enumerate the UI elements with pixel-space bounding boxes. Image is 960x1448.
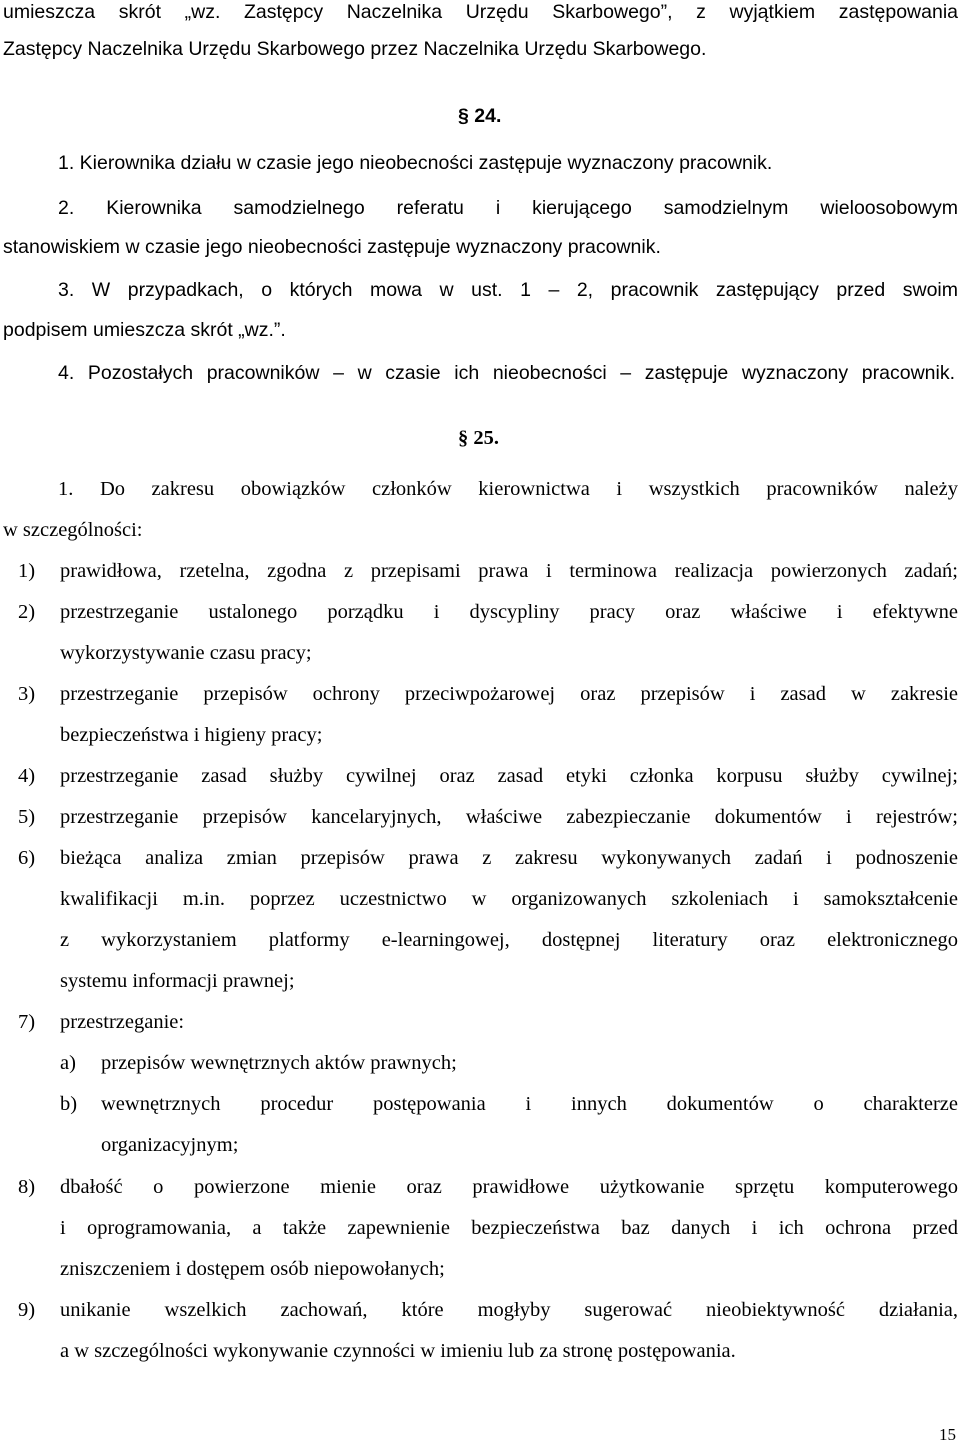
- section-heading-25: § 25.: [458, 427, 499, 449]
- list-item-number: 6): [18, 847, 36, 869]
- list-item-number: 1): [18, 560, 36, 582]
- page-number: 15: [939, 1425, 956, 1444]
- list-item-line: przestrzeganie ustalonego porządku i dyscypliny pracy oraz właściwe i efektywne: [60, 601, 958, 623]
- list-item-number: 5): [18, 806, 36, 828]
- list-item-number: 2): [18, 601, 36, 623]
- paragraph-24-2-line: 2. Kierownika samodzielnego referatu i kierującego samodzielnym wieloosobowym: [58, 197, 958, 219]
- paragraph-line: umieszcza skrót „wz. Zastępcy Naczelnika Urzędu Skarbowego”, z wyjątkiem zastępowania: [3, 1, 958, 23]
- list-item-line: bezpieczeństwa i higieny pracy;: [60, 724, 323, 746]
- sub-item-letter: a): [60, 1052, 76, 1074]
- paragraph-line: Zastępcy Naczelnika Urzędu Skarbowego przez Naczelnika Urzędu Skarbowego.: [3, 38, 707, 60]
- paragraph-24-3-line: 3. W przypadkach, o których mowa w ust. 1 – 2, pracownik zastępujący przed swoim: [58, 279, 958, 301]
- list-item-line: przestrzeganie przepisów ochrony przeciwpożarowej oraz przepisów i zasad w zakresie: [60, 683, 958, 705]
- list-item-line: zniszczeniem i dostępem osób niepowołanych;: [60, 1258, 445, 1280]
- paragraph-24-1: 1. Kierownika działu w czasie jego nieobecności zastępuje wyznaczony pracownik.: [58, 152, 773, 174]
- list-item-line: dbałość o powierzone mienie oraz prawidłowe użytkowanie sprzętu komputerowego: [60, 1176, 958, 1198]
- sub-item-line: organizacyjnym;: [101, 1134, 239, 1156]
- section-heading-24: § 24.: [458, 105, 502, 127]
- list-item-line: i oprogramowania, a także zapewnienie bezpieczeństwa baz danych i ich ochrona przed: [60, 1217, 958, 1239]
- list-item-line: z wykorzystaniem platformy e-learningowej, dostępnej literatury oraz elektronicznego: [60, 929, 958, 951]
- list-item-line: kwalifikacji m.in. poprzez uczestnictwo w organizowanych szkoleniach i samokształcenie: [60, 888, 958, 910]
- paragraph-25-1-line: w szczególności:: [3, 519, 143, 541]
- list-item-line: wykorzystywanie czasu pracy;: [60, 642, 312, 664]
- list-item-number: 7): [18, 1011, 36, 1033]
- list-item-line: systemu informacji prawnej;: [60, 970, 295, 992]
- paragraph-24-3-line: podpisem umieszcza skrót „wz.”.: [3, 319, 286, 341]
- list-item-number: 3): [18, 683, 36, 705]
- list-item-line: prawidłowa, rzetelna, zgodna z przepisami prawa i terminowa realizacja powierzonych zadań;: [60, 560, 958, 582]
- sub-item-line: przepisów wewnętrznych aktów prawnych;: [101, 1052, 457, 1074]
- list-item-line: przestrzeganie:: [60, 1011, 185, 1033]
- list-item-line: przestrzeganie przepisów kancelaryjnych, właściwe zabezpieczanie dokumentów i rejestrów;: [60, 806, 958, 828]
- list-item-line: przestrzeganie zasad służby cywilnej oraz zasad etyki członka korpusu służby cywilnej;: [60, 765, 958, 787]
- list-item-line: bieżąca analiza zmian przepisów prawa z zakresu wykonywanych zadań i podnoszenie: [60, 847, 958, 869]
- sub-item-letter: b): [60, 1093, 78, 1115]
- list-item-line: unikanie wszelkich zachowań, które mogłyby sugerować nieobiektywność działania,: [60, 1299, 958, 1321]
- sub-item-line: wewnętrznych procedur postępowania i innych dokumentów o charakterze: [101, 1093, 958, 1115]
- list-item-number: 8): [18, 1176, 36, 1198]
- list-item-number: 9): [18, 1299, 36, 1321]
- list-item-number: 4): [18, 765, 36, 787]
- paragraph-25-1-line: 1. Do zakresu obowiązków członków kierownictwa i wszystkich pracowników należy: [58, 478, 958, 500]
- list-item-line: a w szczególności wykonywanie czynności w imieniu lub za stronę postępowania.: [60, 1340, 736, 1362]
- paragraph-24-4: 4. Pozostałych pracowników – w czasie ich nieobecności – zastępuje wyznaczony pracownik.: [58, 362, 955, 384]
- paragraph-24-2-line: stanowiskiem w czasie jego nieobecności zastępuje wyznaczony pracownik.: [3, 236, 661, 258]
